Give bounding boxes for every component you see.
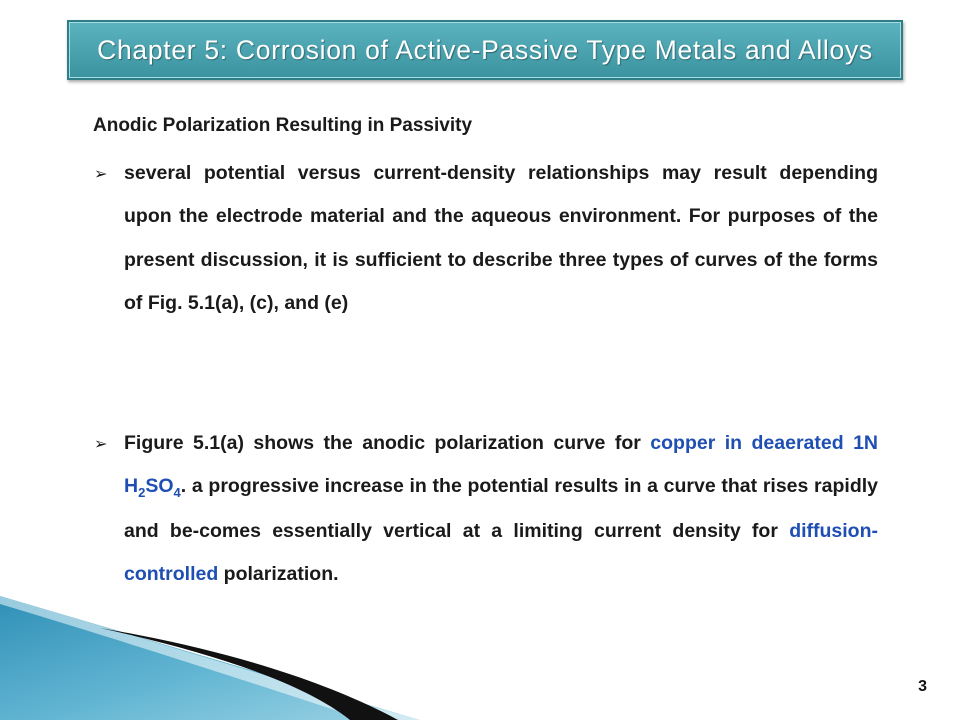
- page-number: 3: [918, 678, 927, 695]
- subscript: 4: [173, 485, 181, 501]
- highlight-text: SO: [145, 475, 174, 498]
- arrow-bullet-icon: ➢: [94, 166, 108, 183]
- highlight-diffusion-controlled: diffusion-controlled: [124, 519, 878, 585]
- slide-title: Chapter 5: Corrosion of Active-Passive Type Metals and Alloys: [97, 34, 873, 65]
- arrow-bullet-icon: ➢: [94, 436, 108, 453]
- section-heading: Anodic Polarization Resulting in Passivity: [93, 115, 473, 136]
- highlight-text: copper in deaerated 1N H: [124, 432, 879, 498]
- subscript: 2: [138, 485, 146, 501]
- paragraph-text: Figure 5.1(a) shows the anodic polarization curve for: [124, 432, 651, 454]
- bullet-paragraph-1: several potential versus current-density relationships may result depending upon the electrode material and the aqueous environment. For purposes of the present discussion, it is sufficient to describe three types of curves of the forms of Fig. 5.1(a), (c), and (e): [124, 162, 878, 314]
- paragraph-text: polarization.: [218, 562, 339, 585]
- paragraph-text: . a progressive increase in the potential results in a curve that rises rapidly and be-comes essentially vertical at a limiting current density for: [124, 475, 878, 542]
